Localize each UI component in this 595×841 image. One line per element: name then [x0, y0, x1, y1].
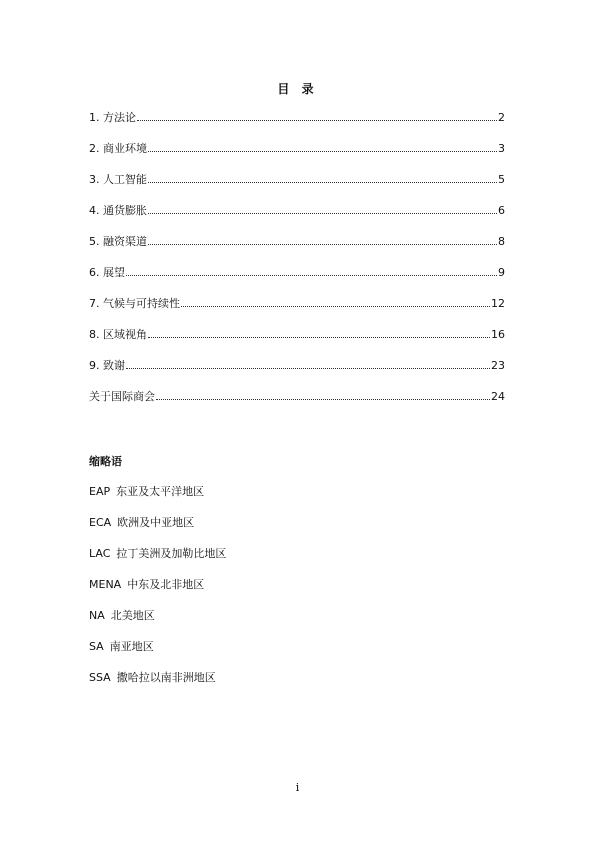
toc-entry-label: 9. 致谢 [89, 359, 125, 372]
abbreviation-item [89, 671, 509, 702]
abbreviations-section [89, 455, 509, 702]
toc-entry-page: 8 [498, 235, 505, 248]
toc-leader-dots [126, 275, 497, 276]
toc-leader-dots [148, 182, 497, 183]
toc-entry-label: 8. 区域视角 [89, 328, 147, 341]
abbreviation-code: ECA [89, 516, 112, 529]
toc-entry-page: 2 [498, 111, 505, 124]
abbreviations-heading: 缩略语 [89, 455, 122, 468]
toc-entry-business-environment[interactable] [89, 142, 505, 173]
toc-entry-label: 4. 通货膨胀 [89, 204, 147, 217]
toc-entry-label: 1. 方法论 [89, 111, 136, 124]
toc-entry-outlook[interactable] [89, 266, 505, 297]
page-number: i [295, 781, 300, 794]
toc-entry-about-icc[interactable] [89, 390, 505, 421]
abbreviation-meaning: 中东及北非地区 [127, 578, 205, 591]
toc-entry-label: 关于国际商会 [89, 390, 155, 403]
toc-leader-dots [137, 120, 497, 121]
toc-entry-page: 6 [498, 204, 505, 217]
abbreviation-code: SSA [89, 671, 111, 684]
abbreviation-meaning: 撒哈拉以南非洲地区 [116, 671, 216, 684]
abbreviation-item [89, 578, 509, 609]
toc-leader-dots [156, 399, 490, 400]
abbreviation-meaning: 欧洲及中亚地区 [117, 516, 195, 529]
toc-entry-page: 12 [491, 297, 505, 310]
toc-entry-page: 24 [491, 390, 505, 403]
toc-leader-dots [148, 244, 497, 245]
toc-leader-dots [126, 368, 490, 369]
abbreviation-code: SA [89, 640, 104, 653]
toc-entry-label: 5. 融资渠道 [89, 235, 147, 248]
toc-leader-dots [148, 213, 497, 214]
abbreviation-meaning: 北美地区 [110, 609, 155, 622]
toc-entry-inflation[interactable] [89, 204, 505, 235]
toc-entry-page: 9 [498, 266, 505, 279]
toc-entry-label: 2. 商业环境 [89, 142, 147, 155]
toc-entry-page: 5 [498, 173, 505, 186]
page-title: 目 录 [277, 82, 318, 96]
abbreviation-item [89, 485, 509, 516]
toc-entry-ai[interactable] [89, 173, 505, 204]
toc-entry-methodology[interactable] [89, 111, 505, 142]
toc-entry-label: 3. 人工智能 [89, 173, 147, 186]
abbreviation-item [89, 547, 509, 578]
abbreviation-code: NA [89, 609, 105, 622]
table-of-contents [89, 111, 505, 421]
abbreviation-item [89, 640, 509, 671]
abbreviation-item [89, 516, 509, 547]
toc-entry-financing[interactable] [89, 235, 505, 266]
toc-leader-dots [148, 151, 497, 152]
abbreviation-meaning: 南亚地区 [109, 640, 154, 653]
toc-entry-page: 16 [491, 328, 505, 341]
toc-entry-page: 23 [491, 359, 505, 372]
toc-leader-dots [181, 306, 490, 307]
abbreviation-code: EAP [89, 485, 111, 498]
toc-entry-label: 6. 展望 [89, 266, 125, 279]
toc-entry-regional[interactable] [89, 328, 505, 359]
toc-entry-label: 7. 气候与可持续性 [89, 297, 180, 310]
toc-entry-acknowledgements[interactable] [89, 359, 505, 390]
abbreviation-code: LAC [89, 547, 111, 560]
toc-entry-climate[interactable] [89, 297, 505, 328]
toc-entry-page: 3 [498, 142, 505, 155]
abbreviation-meaning: 东亚及太平洋地区 [116, 485, 205, 498]
abbreviation-meaning: 拉丁美洲及加勒比地区 [116, 547, 227, 560]
toc-leader-dots [148, 337, 490, 338]
abbreviation-code: MENA [89, 578, 122, 591]
abbreviation-item [89, 609, 509, 640]
